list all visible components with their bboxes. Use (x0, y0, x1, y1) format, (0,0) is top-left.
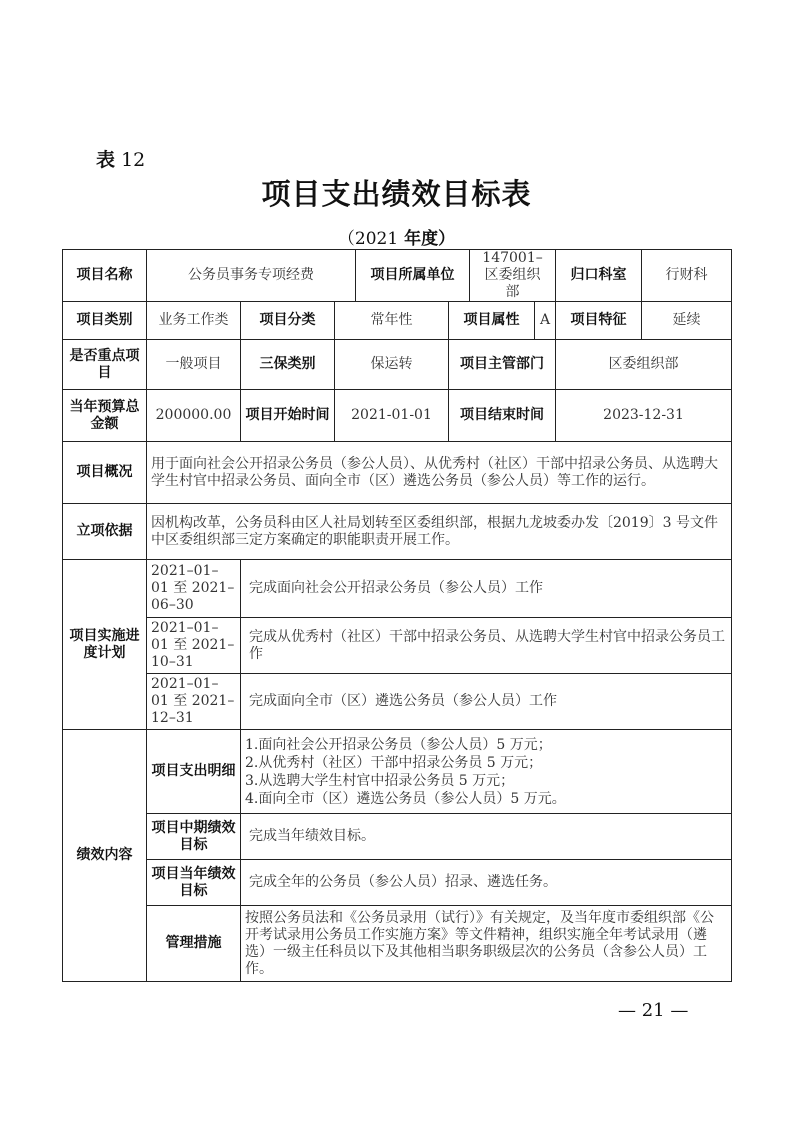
list-item: 3.从选聘大学生村官中招录公务员 5 万元； (245, 772, 515, 789)
schedule-period: 2021–01–01 至 2021–06–30 (147, 560, 241, 618)
table-row (63, 906, 732, 982)
schedule-task: 完成面向社会公开招录公务员（参公人员）工作 (241, 560, 732, 618)
year-prefix: （ (337, 229, 355, 249)
value-start-time: 2021-01-01 (335, 390, 449, 442)
label-project-feature: 项目特征 (556, 302, 642, 340)
value-management: 按照公务员法和《公务员录用（试行）》有关规定，及当年度市委组织部《公开考试录用公务员工作实施方案》等文件精神，组织实施全年考试录用（遴选）一级主任科员以下及其他相当职务职级层次的公务员（含参公人员）工作。 (241, 906, 732, 982)
schedule-row (63, 618, 732, 674)
value-supervisor: 区委组织部 (556, 340, 732, 390)
year-suffix: 年度） (398, 229, 456, 249)
label-is-key: 是否重点项目 (63, 340, 147, 390)
label-mid-target: 项目中期绩效目标 (147, 814, 241, 860)
schedule-row (63, 674, 732, 730)
table-row (63, 860, 732, 906)
value-dept: 行财科 (642, 250, 732, 302)
list-item: 2.从优秀村（社区）干部中招录公务员 5 万元； (245, 754, 543, 771)
label-owner-unit: 项目所属单位 (356, 250, 470, 302)
value-project-class: 常年性 (335, 302, 449, 340)
value-is-key: 一般项目 (147, 340, 241, 390)
value-three-guarantee: 保运转 (335, 340, 449, 390)
table-number (96, 145, 145, 172)
value-overview: 用于面向社会公开招录公务员（参公人员）、从优秀村（社区）干部中招录公务员、从选聘大学生村官中招录公务员、面向全市（区）遴选公务员（参公人员）等工作的运行。 (147, 442, 732, 504)
page-number: — 21 — (618, 1000, 689, 1021)
table-row (63, 442, 732, 504)
table-row (63, 340, 732, 390)
value-project-category: 业务工作类 (147, 302, 241, 340)
label-start-time: 项目开始时间 (241, 390, 335, 442)
label-project-category: 项目类别 (63, 302, 147, 340)
table-row (63, 302, 732, 340)
label-performance: 绩效内容 (63, 730, 147, 982)
label-basis: 立项依据 (63, 504, 147, 560)
schedule-task: 完成面向全市（区）遴选公务员（参公人员）工作 (241, 674, 732, 730)
label-expense-detail: 项目支出明细 (147, 730, 241, 814)
label-supervisor: 项目主管部门 (449, 340, 556, 390)
year-number: 2021 (354, 229, 399, 249)
label-overview: 项目概况 (63, 442, 147, 504)
table-label: 表 (96, 149, 116, 171)
label-project-class: 项目分类 (241, 302, 335, 340)
label-management: 管理措施 (147, 906, 241, 982)
label-budget: 当年预算总金额 (63, 390, 147, 442)
value-project-name: 公务员事务专项经费 (147, 250, 356, 302)
table-row (63, 730, 732, 814)
value-basis: 因机构改革，公务员科由区人社局划转至区委组织部，根据九龙坡委办发〔2019〕3 号文件中区委组织部三定方案确定的职能职责开展工作。 (147, 504, 732, 560)
year-line (0, 224, 793, 249)
label-dept: 归口科室 (556, 250, 642, 302)
table-number-value: 12 (121, 149, 146, 171)
value-project-attr: A (535, 302, 556, 340)
table-row (63, 504, 732, 560)
label-schedule: 项目实施进度计划 (63, 560, 147, 730)
value-mid-target: 完成当年绩效目标。 (241, 814, 732, 860)
table-row (63, 814, 732, 860)
value-annual-target: 完成全年的公务员（参公人员）招录、遴选任务。 (241, 860, 732, 906)
schedule-period: 2021–01–01 至 2021–12–31 (147, 674, 241, 730)
schedule-task: 完成从优秀村（社区）干部中招录公务员、从选聘大学生村官中招录公务员工作 (241, 618, 732, 674)
label-end-time: 项目结束时间 (449, 390, 556, 442)
schedule-row (63, 560, 732, 618)
schedule-period: 2021–01–01 至 2021–10–31 (147, 618, 241, 674)
label-project-name: 项目名称 (63, 250, 147, 302)
label-three-guarantee: 三保类别 (241, 340, 335, 390)
value-end-time: 2023-12-31 (556, 390, 732, 442)
table-row (63, 390, 732, 442)
table-row (63, 250, 732, 302)
expense-detail-list (241, 730, 732, 814)
performance-table (62, 249, 732, 982)
value-project-feature: 延续 (642, 302, 732, 340)
list-item: 4.面向全市（区）遴选公务员（参公人员）5 万元。 (245, 790, 566, 807)
value-budget: 200000.00 (147, 390, 241, 442)
value-owner-unit: 147001–区委组织部 (470, 250, 556, 302)
label-project-attr: 项目属性 (449, 302, 535, 340)
list-item: 1.面向社会公开招录公务员（参公人员）5 万元； (245, 736, 552, 753)
label-annual-target: 项目当年绩效目标 (147, 860, 241, 906)
page-title: 项目支出绩效目标表 (261, 177, 532, 211)
